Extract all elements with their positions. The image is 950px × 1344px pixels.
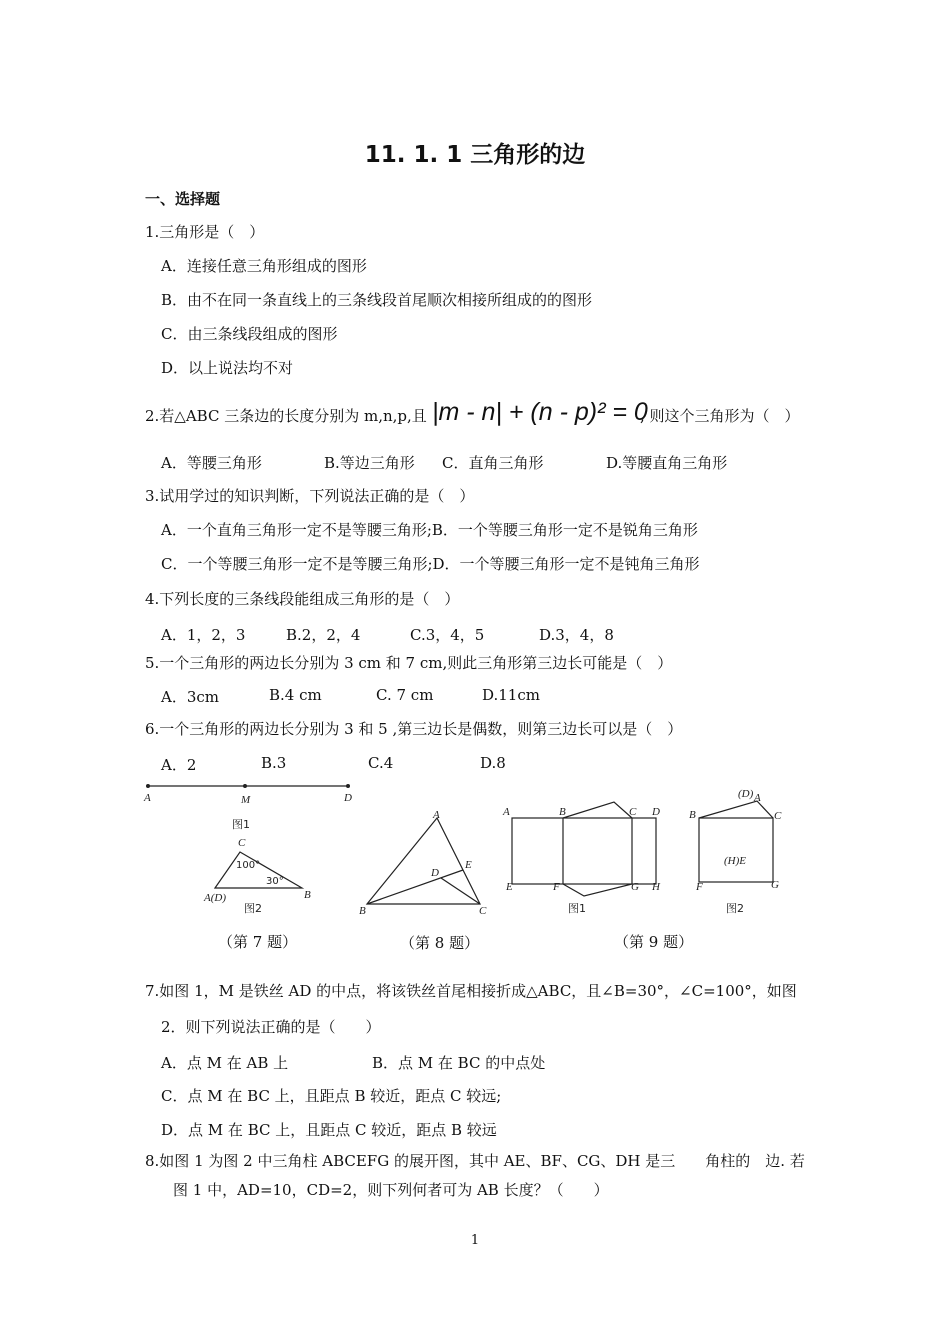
label-d: D [344,792,352,804]
q1-stem: 1.三角形是（ ） [145,223,265,241]
label-m: M [241,794,251,806]
label-e: E [506,881,513,893]
q7-option-a: A．点 M 在 AB 上 [161,1054,289,1072]
page-number: 1 [470,1233,480,1248]
label-a: A [433,809,440,821]
q8-stem-line2: 图 1 中，AD=10，CD=2，则下列何者可为 AB 长度？（ ） [173,1181,609,1199]
net-rectangle [512,818,656,884]
q2-formula: |m - n| + (n - p)² = 0 [432,398,648,426]
q7-option-d: D．点 M 在 BC 上，且距点 C 较近，距点 B 较远 [161,1121,497,1139]
label-g: G [631,881,639,893]
q2-option-c: C．直角三角形 [442,454,544,472]
figure-q9 [498,784,798,919]
fig7-sub1-caption: 图1 [232,818,250,831]
angle-c-label: 100° [236,860,261,871]
fig9-sub1-caption: 图1 [568,902,586,915]
q4-option-d: D.3，4，8 [539,626,614,644]
q1-option-b: B．由不在同一条直线上的三条线段首尾顺次相接所组成的的图形 [161,291,593,309]
label-a: A [503,806,510,818]
q2-stem-end: , 则这个三角形为（ ） [640,407,800,425]
q6-option-b: B.3 [261,754,287,772]
figure-q7 [140,780,370,920]
q4-option-b: B.2，2，4 [286,626,361,644]
q3-options-line2: C．一个等腰三角形一定不是等腰三角形;D．一个等腰三角形一定不是钝角三角形 [161,555,700,573]
q8-stem-line1: 8.如图 1 为图 2 中三角柱 ABCEFG 的展开图，其中 AE、BF、CG、DH 是三 角柱的 边. 若 [145,1152,805,1170]
label-a: A [144,792,151,804]
label-c: C [238,837,246,849]
fig7-caption: （第 7 题） [218,933,298,951]
fig9-caption: （第 9 题） [614,933,694,951]
q2-stem-start: 2.若△ABC 三条边的长度分别为 m,n,p,且 [145,407,427,425]
label-h: H [652,881,660,893]
point-m [243,784,247,788]
q7-option-b: B．点 M 在 BC 的中点处 [372,1054,546,1072]
q4-stem: 4.下列长度的三条线段能组成三角形的是（ ） [145,590,460,608]
label-c: C [479,905,487,917]
label-f-folded: F [696,881,703,893]
q7-option-c: C．点 M 在 BC 上，且距点 B 较近，距点 C 较远; [161,1087,502,1105]
q6-stem: 6.一个三角形的两边长分别为 3 和 5 ,第三边长是偶数，则第三边长可以是（ ） [145,720,683,738]
label-a-folded: A [754,792,761,804]
label-b: B [359,905,366,917]
q5-option-a: A．3cm [161,688,220,706]
bottom-face [563,884,632,896]
q3-stem: 3.试用学过的知识判断，下列说法正确的是（ ） [145,487,475,505]
q6-option-a: A．2 [161,756,197,774]
label-g-folded: G [771,879,779,891]
q4-option-a: A．1，2，3 [161,626,246,644]
q7-stem-line2: 2．则下列说法正确的是（ ） [161,1018,381,1036]
q1-option-c: C．由三条线段组成的图形 [161,325,338,343]
page-title: 11. 1. 1 三角形的边 [364,142,586,168]
section-heading: 一、选择题 [145,190,221,208]
label-b: B [559,806,566,818]
label-d-folded: (D) [738,788,754,800]
point-a [146,784,150,788]
prism-front [699,818,773,882]
q5-option-d: D.11cm [482,686,540,704]
label-d: D [652,806,660,818]
label-b: B [304,889,311,901]
q5-option-c: C. 7 cm [376,686,434,704]
q5-stem: 5.一个三角形的两边长分别为 3 cm 和 7 cm,则此三角形第三边长可能是（ ） [145,654,673,672]
q7-stem-line1: 7.如图 1，M 是铁丝 AD 的中点，将该铁丝首尾相接折成△ABC，且∠B=30°，∠C=100°，如图 [145,982,797,1000]
label-c-folded: C [774,810,782,822]
fig9-sub2-caption: 图2 [726,902,744,915]
label-e: E [465,859,472,871]
q4-option-c: C.3，4，5 [410,626,485,644]
q6-option-c: C.4 [368,754,394,772]
q1-option-d: D．以上说法均不对 [161,359,294,377]
label-c: C [629,806,637,818]
prism-top [699,801,773,818]
label-d: D [431,867,439,879]
point-d [346,784,350,788]
fig8-caption: （第 8 题） [400,934,480,952]
q5-option-b: B.4 cm [269,686,322,704]
fig7-sub2-caption: 图2 [244,902,262,915]
label-b-folded: B [689,809,696,821]
q3-options-line1: A．一个直角三角形一定不是等腰三角形;B．一个等腰三角形一定不是锐角三角形 [161,521,698,539]
q1-option-a: A．连接任意三角形组成的图形 [161,257,367,275]
label-h-e-folded: (H)E [724,855,746,867]
triangle-abc [367,818,480,904]
label-f: F [553,881,560,893]
q2-option-a: A．等腰三角形 [161,454,262,472]
label-a-d: A(D) [204,892,226,904]
figure-q8 [355,808,500,923]
q2-option-b: B.等边三角形 [324,454,415,472]
q6-option-d: D.8 [480,754,506,772]
q2-option-d: D.等腰直角三角形 [606,454,728,472]
angle-b-label: 30° [266,876,284,887]
top-face [563,802,632,818]
